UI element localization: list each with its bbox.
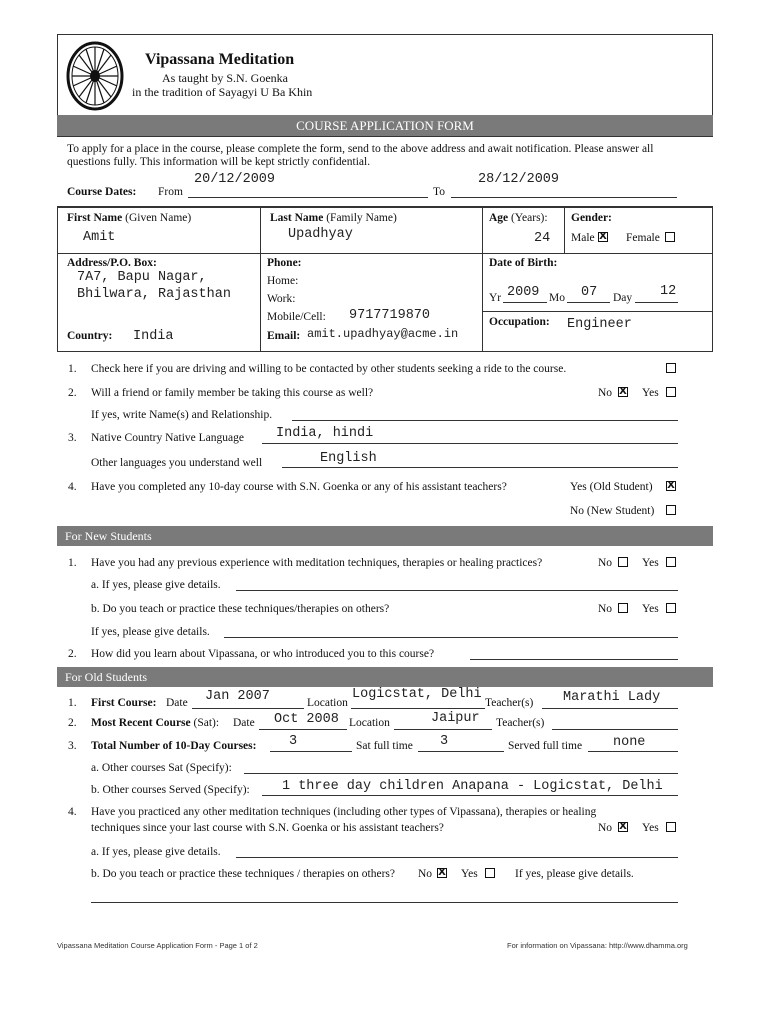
dob-day-line <box>635 302 678 303</box>
country-value[interactable]: India <box>133 329 174 344</box>
address-line-1[interactable]: 7A7, Bapu Nagar, <box>77 270 207 285</box>
driving-checkbox[interactable] <box>666 363 676 373</box>
to-date-value[interactable]: 28/12/2009 <box>478 172 560 187</box>
os-q4b-yes-checkbox[interactable] <box>485 868 495 878</box>
os-q4a-text: a. If yes, please give details. <box>91 846 221 858</box>
q3-number: 3. <box>68 432 77 444</box>
age-label-text: Age <box>489 212 509 224</box>
ns-q1b-detail-line <box>224 637 678 638</box>
ns-q1-number: 1. <box>68 557 77 569</box>
q2-sub-line <box>292 420 678 421</box>
female-label: Female <box>626 232 660 244</box>
ns-q1-no-checkbox[interactable] <box>618 557 628 567</box>
ns-q1-yes-label: Yes <box>642 557 659 569</box>
email-label: Email: <box>267 330 301 342</box>
ns-q1b-yes-checkbox[interactable] <box>666 603 676 613</box>
q4-yes-checkbox[interactable]: X <box>667 480 675 491</box>
total-courses-label: Total Number of 10-Day Courses: <box>91 740 257 752</box>
other-sat-line <box>244 773 678 774</box>
address-label: Address/P.O. Box: <box>67 257 157 269</box>
os-q4b-no-label: No <box>418 868 433 880</box>
first-teacher-line <box>542 708 678 709</box>
q2-yes-label: Yes <box>642 387 659 399</box>
col-divider-2 <box>482 207 483 352</box>
os-q4-number: 4. <box>68 806 77 818</box>
first-name-label <box>67 212 191 224</box>
os-q4b-detail-line <box>91 902 678 903</box>
os-q4a-line <box>236 857 678 858</box>
ns-q1b-yes-label: Yes <box>642 603 659 615</box>
q2-yes-checkbox[interactable] <box>666 387 676 397</box>
dob-mo-label: Mo <box>549 292 565 304</box>
os-q4b-text: b. Do you teach or practice these techniques / therapies on others? <box>91 868 395 880</box>
os-q1-number: 1. <box>68 697 77 709</box>
occupation-label: Occupation: <box>489 316 550 328</box>
from-date-line <box>188 197 428 198</box>
mobile-label: Mobile/Cell: <box>267 311 326 323</box>
last-name-hint: (Family Name) <box>326 212 397 224</box>
org-title: Vipassana Meditation <box>145 51 295 68</box>
total-courses-line <box>270 751 352 752</box>
recent-location-value[interactable]: Jaipur <box>431 711 480 726</box>
home-phone-label: Home: <box>267 275 299 287</box>
os-q4-line-2: techniques since your last course with S.N. Goenka or his assistant teachers? <box>91 822 444 834</box>
new-students-title: For New Students <box>65 529 152 543</box>
recent-location-label: Location <box>349 717 390 729</box>
old-students-bar <box>57 667 713 687</box>
recent-teacher-line <box>552 729 678 730</box>
q3-other-line <box>282 467 678 468</box>
q1-text: Check here if you are driving and willing to be contacted by other students seeking a ride to the course. <box>91 363 567 375</box>
q2-no-checkbox[interactable]: X <box>619 386 627 397</box>
recent-course-label-text: Most Recent Course <box>91 717 191 729</box>
male-label: Male <box>571 232 595 244</box>
recent-course-label <box>91 717 219 729</box>
new-students-bar <box>57 526 713 546</box>
q3-other-text: Other languages you understand well <box>91 457 263 469</box>
to-label: To <box>433 186 445 198</box>
first-name-hint: (Given Name) <box>125 212 192 224</box>
os-q4-yes-checkbox[interactable] <box>666 822 676 832</box>
to-date-line <box>451 197 677 198</box>
dob-day-label: Day <box>613 292 633 304</box>
last-name-label-text: Last Name <box>270 212 324 224</box>
ns-q1b-no-label: No <box>598 603 613 615</box>
os-q4b-yes-label: Yes <box>461 868 478 880</box>
recent-date-value[interactable]: Oct 2008 <box>274 712 339 727</box>
served-full-value[interactable]: none <box>613 735 646 750</box>
other-served-label: b. Other courses Served (Specify): <box>91 784 250 796</box>
os-q4b-detail-text: If yes, please give details. <box>515 868 634 880</box>
first-course-label: First Course: <box>91 697 157 709</box>
phone-label: Phone: <box>267 257 302 269</box>
male-checkbox[interactable]: X <box>599 231 607 242</box>
first-location-label: Location <box>307 697 348 709</box>
recent-location-line <box>394 729 492 730</box>
occupation-divider <box>482 311 713 312</box>
intro-line-1: To apply for a place in the course, please complete the form, send to the above address and await notification. Please answer all <box>67 143 654 155</box>
served-full-line <box>588 751 678 752</box>
q3-line <box>262 443 678 444</box>
first-teacher-value[interactable]: Marathi Lady <box>563 690 661 705</box>
dob-mo-value[interactable]: 07 <box>581 285 598 300</box>
work-phone-label: Work: <box>267 293 296 305</box>
q3-text: Native Country Native Language <box>91 432 244 444</box>
footer-right: For information on Vipassana: http://www.dhamma.org <box>507 941 688 950</box>
first-name-value[interactable]: Amit <box>83 230 116 245</box>
last-name-label <box>270 212 397 224</box>
ns-q2-text: How did you learn about Vipassana, or who introduced you to this course? <box>91 648 435 660</box>
personal-row-divider <box>57 253 713 254</box>
age-label <box>489 212 548 224</box>
dob-yr-line <box>503 302 547 303</box>
dob-mo-line <box>567 302 610 303</box>
os-q2-number: 2. <box>68 717 77 729</box>
country-label: Country: <box>67 330 113 342</box>
sat-full-label: Sat full time <box>356 740 413 752</box>
mobile-value[interactable]: 9717719870 <box>349 308 431 323</box>
q2-sub-text: If yes, write Name(s) and Relationship. <box>91 409 273 421</box>
total-courses-value[interactable]: 3 <box>289 734 298 749</box>
ns-q1-no-label: No <box>598 557 613 569</box>
other-served-value[interactable]: 1 three day children Anapana - Logicstat, Delhi <box>282 779 663 794</box>
taught-by-text: As taught by S.N. Goenka <box>162 71 288 85</box>
first-location-value[interactable]: Logicstat, Delhi <box>352 687 482 702</box>
q3-value[interactable]: India, hindi <box>276 426 374 441</box>
recent-course-hint: (Sat): <box>193 717 220 729</box>
ns-q1a-text: a. If yes, please give details. <box>91 579 221 591</box>
dob-day-value[interactable]: 12 <box>660 284 677 299</box>
dob-yr-label: Yr <box>489 292 502 304</box>
tradition-text: in the tradition of Sayagyi U Ba Khin <box>132 85 313 99</box>
other-sat-label: a. Other courses Sat (Specify): <box>91 762 232 774</box>
col-divider-1 <box>260 207 261 352</box>
last-name-value[interactable]: Upadhyay <box>288 227 353 242</box>
col-divider-3 <box>564 207 565 254</box>
footer-left: Vipassana Meditation Course Application Form - Page 1 of 2 <box>57 941 258 950</box>
q1-number: 1. <box>68 363 77 375</box>
ns-q1a-line <box>236 590 678 591</box>
form-title: COURSE APPLICATION FORM <box>296 118 474 133</box>
address-line-2[interactable]: Bhilwara, Rajasthan <box>77 287 231 302</box>
q2-text: Will a friend or family member be taking this course as well? <box>91 387 374 399</box>
q2-number: 2. <box>68 387 77 399</box>
first-date-line <box>192 708 304 709</box>
ns-q1b-text: b. Do you teach or practice these techniques/therapies on others? <box>91 603 390 615</box>
os-q4-no-checkbox[interactable]: X <box>619 821 627 832</box>
form-title-bar <box>57 115 713 136</box>
gender-label: Gender: <box>571 212 612 224</box>
os-q4-no-label: No <box>598 822 613 834</box>
recent-date-label: Date <box>233 717 255 729</box>
first-teacher-label: Teacher(s) <box>485 697 534 709</box>
q4-yes-label: Yes (Old Student) <box>570 481 653 493</box>
occupation-value[interactable]: Engineer <box>567 317 632 332</box>
q4-no-label: No (New Student) <box>570 505 655 517</box>
q4-number: 4. <box>68 481 77 493</box>
from-date-value[interactable]: 20/12/2009 <box>194 172 276 187</box>
first-name-label-text: First Name <box>67 212 123 224</box>
q2-no-label: No <box>598 387 613 399</box>
ns-q1-text: Have you had any previous experience with meditation techniques, therapies or healing practices? <box>91 557 543 569</box>
age-hint: (Years): <box>511 212 548 224</box>
ns-q2-line <box>470 659 678 660</box>
from-label: From <box>158 186 183 198</box>
q3-other-value[interactable]: English <box>320 451 377 466</box>
dob-label: Date of Birth: <box>489 257 558 269</box>
intro-line-2: questions fully. This information will be kept strictly confidential. <box>67 156 371 168</box>
old-students-title: For Old Students <box>65 670 148 684</box>
email-value[interactable]: amit.upadhyay@acme.in <box>307 327 459 341</box>
age-value[interactable]: 24 <box>534 231 551 246</box>
other-served-line <box>262 795 678 796</box>
recent-date-line <box>259 729 347 730</box>
sat-full-value[interactable]: 3 <box>440 734 449 749</box>
os-q3-number: 3. <box>68 740 77 752</box>
ns-q1b-detail-text: If yes, please give details. <box>91 626 210 638</box>
ns-q1b-no-checkbox[interactable] <box>618 603 628 613</box>
os-q4b-no-checkbox[interactable]: X <box>438 867 446 878</box>
q4-text: Have you completed any 10-day course with S.N. Goenka or any of his assistant teachers? <box>91 481 507 493</box>
first-date-value[interactable]: Jan 2007 <box>205 689 270 704</box>
ns-q1-yes-checkbox[interactable] <box>666 557 676 567</box>
served-full-label: Served full time <box>508 740 583 752</box>
os-q4-line-1: Have you practiced any other meditation techniques (including other types of Vipassana), therapies or healing <box>91 806 597 818</box>
course-dates-label: Course Dates: <box>67 186 137 198</box>
first-date-label: Date <box>166 697 188 709</box>
os-q4-yes-label: Yes <box>642 822 659 834</box>
dhamma-wheel-logo <box>66 40 124 112</box>
q4-no-checkbox[interactable] <box>666 505 676 515</box>
female-checkbox[interactable] <box>665 232 675 242</box>
dob-yr-value[interactable]: 2009 <box>507 285 540 300</box>
recent-teacher-label: Teacher(s) <box>496 717 545 729</box>
sat-full-line <box>418 751 504 752</box>
first-location-line <box>351 708 485 709</box>
ns-q2-number: 2. <box>68 648 77 660</box>
